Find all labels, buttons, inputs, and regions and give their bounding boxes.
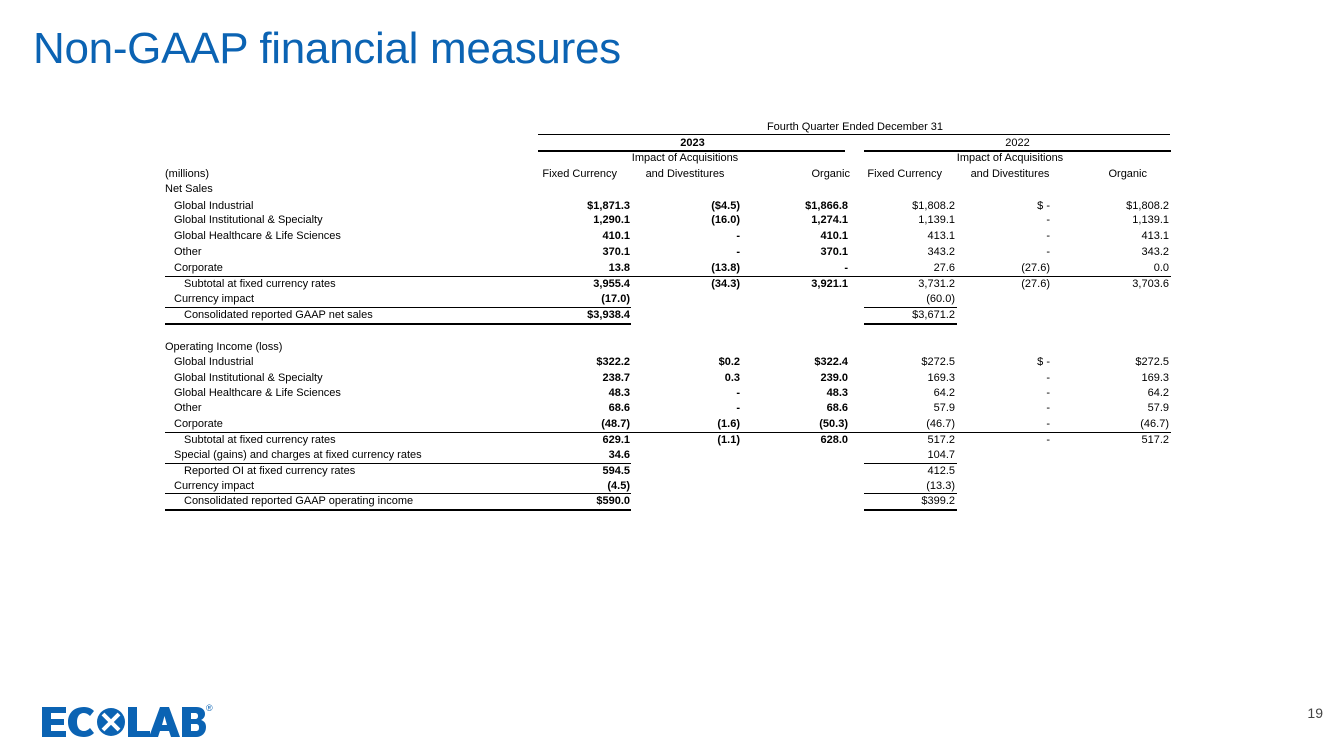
year-2022: 2022 xyxy=(1005,137,1030,149)
cell-impact-2022: - xyxy=(1046,214,1050,226)
cell-organic-2023: - xyxy=(844,262,848,274)
row-label: Consolidated reported GAAP net sales xyxy=(184,309,373,321)
cell-impact-2022: (27.6) xyxy=(1021,278,1050,290)
row-label: Corporate xyxy=(174,418,223,430)
row-label: Global Healthcare & Life Sciences xyxy=(174,387,341,399)
cell-organic-2022: $272.5 xyxy=(1135,356,1169,368)
cell-fixed-2022: 64.2 xyxy=(933,387,955,399)
ecolab-logo xyxy=(40,705,215,744)
cell-organic-2023: $1,866.8 xyxy=(805,200,848,212)
units-label: (millions) xyxy=(165,168,209,180)
row-label: Global Industrial xyxy=(174,356,254,368)
section-operating-income: Operating Income (loss) xyxy=(165,341,283,353)
row-label: Global Institutional & Specialty xyxy=(174,214,323,226)
cell-fixed-2022: 57.9 xyxy=(933,402,955,414)
cell-fixed-2022: $272.5 xyxy=(921,356,955,368)
col-fixed-2023: Fixed Currency xyxy=(542,168,617,180)
cell-organic-2023: 370.1 xyxy=(820,246,848,258)
cell-impact-2022: - xyxy=(1046,402,1050,414)
cell-impact-2023: - xyxy=(736,246,740,258)
cell-impact-2023: 0.3 xyxy=(724,372,740,384)
cell-fixed-2022: $1,808.2 xyxy=(912,200,955,212)
cell-fixed-2023: 48.3 xyxy=(608,387,630,399)
cell-impact-2022: - xyxy=(1046,372,1050,384)
cell-impact-2023: (13.8) xyxy=(711,262,740,274)
rule xyxy=(165,276,1171,277)
cell-fixed-2022: 1,139.1 xyxy=(918,214,955,226)
rule xyxy=(165,432,1171,433)
row-label: Other xyxy=(174,402,202,414)
cell-organic-2023: $322.4 xyxy=(814,356,848,368)
col-organic-2022: Organic xyxy=(1108,168,1147,180)
cell-fixed-2022: 104.7 xyxy=(927,449,955,461)
cell-fixed-2023: 3,955.4 xyxy=(593,278,630,290)
cell-organic-2022: 413.1 xyxy=(1141,230,1169,242)
rule xyxy=(165,307,631,308)
cell-impact-2023: (16.0) xyxy=(711,214,740,226)
cell-organic-2022: 3,703.6 xyxy=(1132,278,1169,290)
impact-header-2022: Impact of Acquisitions xyxy=(956,152,1064,164)
cell-fixed-2022: (46.7) xyxy=(926,418,955,430)
row-label: Reported OI at fixed currency rates xyxy=(184,465,356,477)
cell-fixed-2023: 370.1 xyxy=(602,246,630,258)
double-rule xyxy=(165,323,631,325)
double-rule xyxy=(165,509,631,511)
row-label: Global Institutional & Specialty xyxy=(174,372,323,384)
row-label: Subtotal at fixed currency rates xyxy=(184,434,336,446)
cell-fixed-2022: 413.1 xyxy=(927,230,955,242)
cell-fixed-2022: 412.5 xyxy=(927,465,955,477)
impact-header-2022-line2: and Divestitures xyxy=(970,168,1050,180)
cell-fixed-2023: 594.5 xyxy=(602,465,630,477)
header-rule xyxy=(538,134,1170,135)
page-title: Non-GAAP financial measures xyxy=(33,24,621,73)
rule xyxy=(864,463,957,464)
cell-fixed-2023: $590.0 xyxy=(596,495,630,507)
cell-organic-2022: (46.7) xyxy=(1140,418,1169,430)
cell-fixed-2023: 1,290.1 xyxy=(593,214,630,226)
double-rule xyxy=(864,323,957,325)
cell-fixed-2022: 169.3 xyxy=(927,372,955,384)
cell-fixed-2023: (4.5) xyxy=(607,480,630,492)
impact-header-2023-line2: and Divestitures xyxy=(645,168,725,180)
double-rule xyxy=(864,509,957,511)
cell-fixed-2023: 68.6 xyxy=(608,402,630,414)
cell-fixed-2022: 27.6 xyxy=(933,262,955,274)
cell-fixed-2023: $3,938.4 xyxy=(587,309,630,321)
cell-impact-2023: $0.2 xyxy=(718,356,740,368)
cell-impact-2022: $ - xyxy=(1037,356,1050,368)
cell-fixed-2023: 629.1 xyxy=(602,434,630,446)
cell-fixed-2022: $3,671.2 xyxy=(912,309,955,321)
impact-header-2023: Impact of Acquisitions xyxy=(631,152,739,164)
col-organic-2023: Organic xyxy=(811,168,850,180)
cell-impact-2022: - xyxy=(1046,434,1050,446)
cell-fixed-2023: 13.8 xyxy=(608,262,630,274)
rule xyxy=(864,493,957,494)
cell-organic-2023: 628.0 xyxy=(820,434,848,446)
row-label: Global Industrial xyxy=(174,200,254,212)
row-label: Special (gains) and charges at fixed currency rates xyxy=(174,449,422,461)
registered-mark: ® xyxy=(206,703,213,713)
cell-impact-2023: - xyxy=(736,387,740,399)
cell-impact-2023: ($4.5) xyxy=(711,200,740,212)
rule xyxy=(165,463,631,464)
row-label: Corporate xyxy=(174,262,223,274)
cell-impact-2023: (34.3) xyxy=(711,278,740,290)
cell-organic-2023: 68.6 xyxy=(826,402,848,414)
cell-fixed-2022: 517.2 xyxy=(927,434,955,446)
cell-fixed-2023: (17.0) xyxy=(601,293,630,305)
cell-fixed-2022: $399.2 xyxy=(921,495,955,507)
rule xyxy=(864,307,957,308)
cell-impact-2022: $ - xyxy=(1037,200,1050,212)
cell-organic-2023: 410.1 xyxy=(820,230,848,242)
cell-impact-2023: - xyxy=(736,230,740,242)
cell-organic-2023: 3,921.1 xyxy=(811,278,848,290)
cell-impact-2022: - xyxy=(1046,246,1050,258)
cell-fixed-2023: 410.1 xyxy=(602,230,630,242)
cell-fixed-2022: 343.2 xyxy=(927,246,955,258)
col-fixed-2022: Fixed Currency xyxy=(867,168,942,180)
cell-organic-2022: $1,808.2 xyxy=(1126,200,1169,212)
cell-organic-2023: 48.3 xyxy=(826,387,848,399)
cell-organic-2022: 0.0 xyxy=(1153,262,1169,274)
cell-impact-2022: - xyxy=(1046,387,1050,399)
page-number: 19 xyxy=(1307,705,1323,721)
cell-fixed-2022: 3,731.2 xyxy=(918,278,955,290)
cell-fixed-2023: $322.2 xyxy=(596,356,630,368)
cell-organic-2023: 239.0 xyxy=(820,372,848,384)
row-label: Global Healthcare & Life Sciences xyxy=(174,230,341,242)
row-label: Consolidated reported GAAP operating income xyxy=(184,495,414,507)
cell-fixed-2023: 238.7 xyxy=(602,372,630,384)
cell-organic-2022: 343.2 xyxy=(1141,246,1169,258)
row-label: Currency impact xyxy=(174,480,255,492)
cell-fixed-2023: $1,871.3 xyxy=(587,200,630,212)
row-label: Currency impact xyxy=(174,293,255,305)
section-net-sales: Net Sales xyxy=(165,183,213,195)
cell-organic-2023: 1,274.1 xyxy=(811,214,848,226)
cell-impact-2023: (1.1) xyxy=(717,434,740,446)
cell-impact-2022: (27.6) xyxy=(1021,262,1050,274)
cell-organic-2022: 57.9 xyxy=(1147,402,1169,414)
cell-fixed-2023: 34.6 xyxy=(608,449,630,461)
cell-fixed-2023: (48.7) xyxy=(601,418,630,430)
cell-impact-2023: (1.6) xyxy=(717,418,740,430)
period-header: Fourth Quarter Ended December 31 xyxy=(766,121,944,133)
row-label: Subtotal at fixed currency rates xyxy=(184,278,336,290)
year-2023: 2023 xyxy=(680,137,705,149)
row-label: Other xyxy=(174,246,202,258)
cell-organic-2022: 169.3 xyxy=(1141,372,1169,384)
cell-impact-2023: - xyxy=(736,402,740,414)
cell-organic-2022: 517.2 xyxy=(1141,434,1169,446)
cell-impact-2022: - xyxy=(1046,230,1050,242)
cell-impact-2022: - xyxy=(1046,418,1050,430)
cell-fixed-2022: (60.0) xyxy=(926,293,955,305)
cell-organic-2022: 1,139.1 xyxy=(1132,214,1169,226)
cell-organic-2022: 64.2 xyxy=(1147,387,1169,399)
cell-organic-2023: (50.3) xyxy=(819,418,848,430)
cell-fixed-2022: (13.3) xyxy=(926,480,955,492)
rule xyxy=(165,493,631,494)
